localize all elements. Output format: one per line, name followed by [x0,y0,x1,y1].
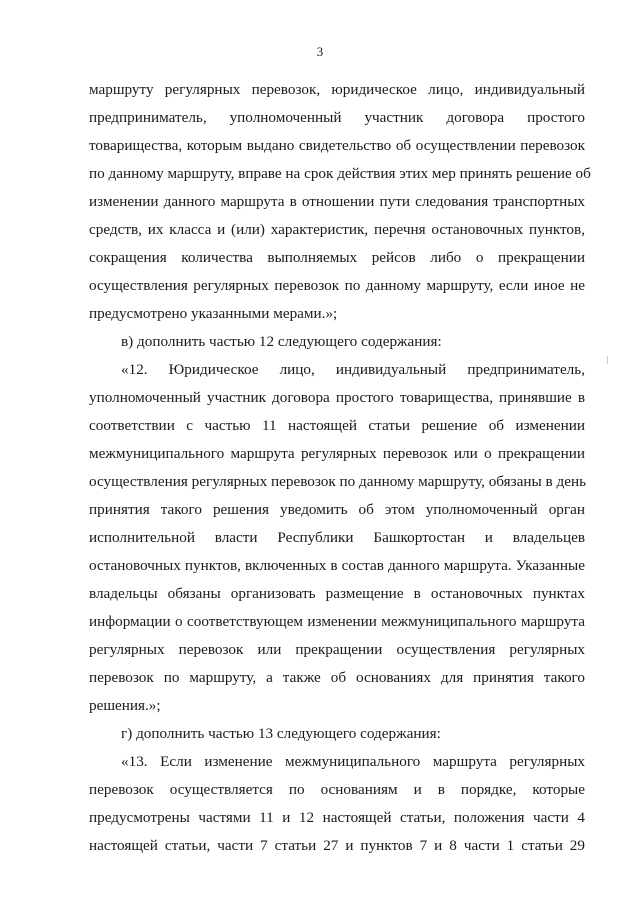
amendment-heading: в) дополнить частью 12 следующего содержания: [121,333,442,350]
text-line: предусмотрены частями 11 и 12 настоящей статьи, положения части 4 [89,809,585,826]
text-line: межмуниципального маршрута регулярных перевозок или о прекращении [89,445,585,462]
text-line: настоящей статьи, части 7 статьи 27 и пунктов 7 и 8 части 1 статьи 29 [89,837,585,854]
text-line: товарищества, которым выдано свидетельство об осуществлении перевозок [89,137,585,154]
text-line: владельцы обязаны организовать размещение в остановочных пунктах [89,585,585,602]
text-line: предусмотрено указанными мерами.»; [89,305,338,322]
text-line: осуществления регулярных перевозок по данному маршруту, если иное не [89,277,585,294]
text-line: регулярных перевозок или прекращении осуществления регулярных [89,641,585,658]
text-line: изменении данного маршрута в отношении пути следования транспортных [89,193,585,210]
amendment-heading: г) дополнить частью 13 следующего содержания: [121,725,441,742]
text-line: перевозок по маршруту, а также об основаниях для принятия такого [89,669,585,686]
text-line: средств, их класса и (или) характеристик, перечня остановочных пунктов, [89,221,585,238]
text-line: решения.»; [89,697,161,714]
text-line: сокращения количества выполняемых рейсов либо о прекращении [89,249,585,266]
text-line: принятия такого решения уведомить об этом уполномоченный орган [89,501,585,518]
text-line: перевозок осуществляется по основаниям и в порядке, которые [89,781,585,798]
scan-margin-mark [607,356,608,364]
text-line: маршруту регулярных перевозок, юридическое лицо, индивидуальный [89,81,585,98]
text-line: остановочных пунктов, включенных в состав данного маршрута. Указанные [89,557,585,574]
text-line: по данному маршруту, вправе на срок действия этих мер принять решение об [89,165,591,182]
page-number: 3 [316,44,324,59]
text-line: осуществления регулярных перевозок по данному маршруту, обязаны в день [89,473,587,490]
text-line: соответствии с частью 11 настоящей статьи решение об изменении [89,417,585,434]
text-line: уполномоченный участник договора простого товарищества, принявшие в [89,389,585,406]
text-line: «12. Юридическое лицо, индивидуальный предприниматель, [121,361,585,378]
text-line: предприниматель, уполномоченный участник договора простого [89,109,585,126]
text-line: информации о соответствующем изменении межмуниципального маршрута [89,613,585,630]
text-line: «13. Если изменение межмуниципального маршрута регулярных [121,753,585,770]
text-line: исполнительной власти Республики Башкортостан и владельцев [89,529,585,546]
